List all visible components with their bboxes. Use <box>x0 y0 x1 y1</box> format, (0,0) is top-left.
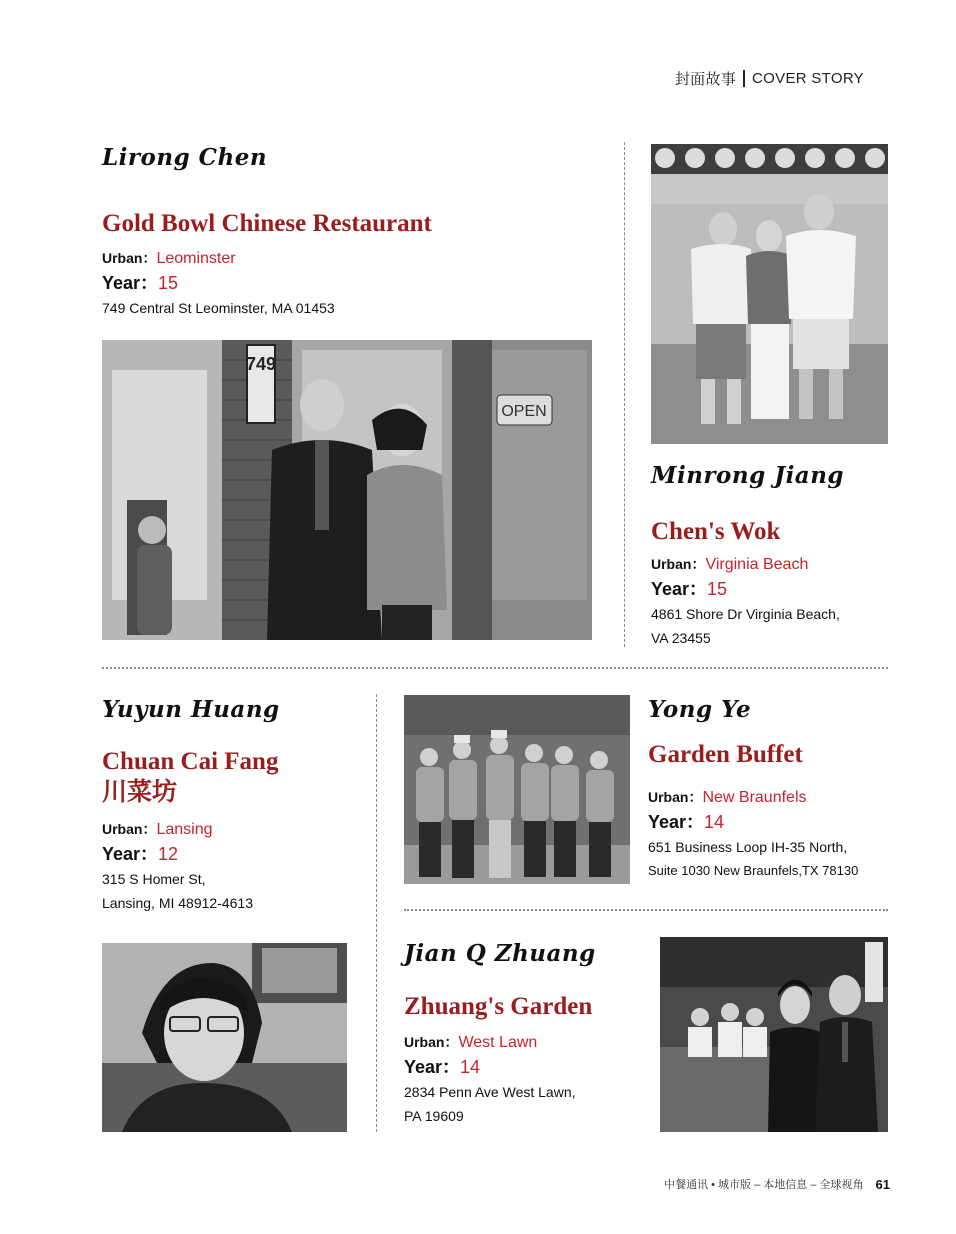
year-label: Year： <box>404 1057 461 1077</box>
restaurant-name: Zhuang's Garden <box>404 993 593 1020</box>
address-line: 2834 Penn Ave West Lawn, <box>404 1084 576 1100</box>
photo-yuyun-huang-portrait <box>102 943 347 1132</box>
divider-horizontal-right <box>404 909 888 911</box>
owner-name: Yuyun Huang <box>102 696 280 723</box>
urban-label: Urban： <box>648 789 703 805</box>
urban-value: West Lawn <box>458 1034 538 1051</box>
restaurant-info <box>102 817 253 915</box>
restaurant-info <box>648 785 858 883</box>
year-value: 12 <box>158 844 179 864</box>
urban-label: Urban： <box>404 1034 459 1050</box>
photo-garden-buffet-staff <box>404 695 630 884</box>
photo-zhuangs-garden-owners <box>660 937 888 1132</box>
address-line: Suite 1030 New Braunfels,TX 78130 <box>648 863 859 878</box>
year-value: 15 <box>707 579 728 599</box>
open-sign: OPEN <box>501 403 547 420</box>
year-value: 15 <box>158 273 179 293</box>
address-line: 749 Central St Leominster, MA 01453 <box>102 300 335 316</box>
header-divider <box>743 70 745 87</box>
photo-chens-wok-staff <box>651 144 888 444</box>
restaurant-name: Chuan Cai Fang <box>102 748 279 775</box>
divider-vertical-bottom <box>376 694 377 1132</box>
year-value: 14 <box>460 1057 481 1077</box>
page-footer <box>664 1176 890 1192</box>
restaurant-name: Chen's Wok <box>651 518 781 545</box>
restaurant-info <box>102 246 335 320</box>
urban-value: Leominster <box>156 250 236 267</box>
storefront-number: 749 <box>245 354 277 374</box>
restaurant-name: Garden Buffet <box>648 741 803 768</box>
year-label: Year： <box>102 844 159 864</box>
page-header <box>675 68 864 89</box>
address-line: VA 23455 <box>651 630 711 646</box>
restaurant-name: Gold Bowl Chinese Restaurant <box>102 210 432 237</box>
year-label: Year： <box>651 579 708 599</box>
urban-value: Virginia Beach <box>705 556 809 573</box>
address-line: Lansing, MI 48912-4613 <box>102 895 253 911</box>
page-number: 61 <box>875 1176 890 1192</box>
urban-label: Urban： <box>102 250 157 266</box>
address-line: 315 S Homer St, <box>102 871 206 887</box>
owner-name: Yong Ye <box>648 696 752 723</box>
year-value: 14 <box>704 812 725 832</box>
divider-vertical-top <box>624 142 625 647</box>
urban-value: New Braunfels <box>702 789 807 806</box>
address-line: 4861 Shore Dr Virginia Beach, <box>651 606 840 622</box>
footer-publication: 中餐通讯 • 城市版 – 本地信息 – 全球视角 <box>664 1179 864 1191</box>
divider-horizontal-middle <box>102 667 888 669</box>
year-label: Year： <box>102 273 159 293</box>
owner-name: Lirong Chen <box>102 144 268 171</box>
restaurant-name-cn: 川菜坊 <box>102 777 178 806</box>
urban-label: Urban： <box>102 821 157 837</box>
owner-name: Jian Q Zhuang <box>404 940 596 967</box>
owner-name: Minrong Jiang <box>651 462 845 489</box>
year-label: Year： <box>648 812 705 832</box>
address-line: 651 Business Loop IH-35 North, <box>648 839 848 855</box>
restaurant-info <box>651 552 840 650</box>
section-title-en: COVER STORY <box>752 70 864 87</box>
urban-value: Lansing <box>156 821 213 838</box>
urban-label: Urban： <box>651 556 706 572</box>
photo-gold-bowl-storefront <box>102 340 592 640</box>
address-line: PA 19609 <box>404 1108 464 1124</box>
section-title-cn: 封面故事 <box>674 71 737 88</box>
restaurant-info <box>404 1030 576 1128</box>
